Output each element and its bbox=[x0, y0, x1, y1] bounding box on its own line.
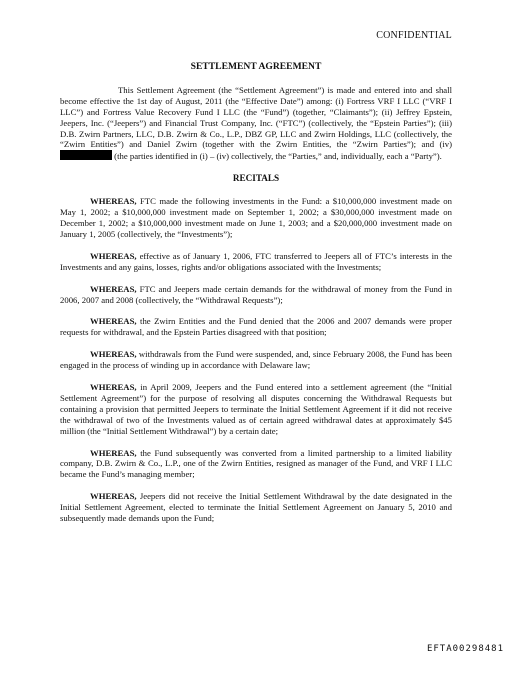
redaction-block bbox=[60, 150, 112, 160]
recital-paragraph bbox=[60, 448, 452, 481]
recital-text: Jeepers did not receive the Initial Settlement Withdrawal by the date designated in the Initial Settlement Agreement, elected to terminate the Initial Settlement Agreement on January 5, 2010 and subsequently made demands upon the Fund; bbox=[60, 491, 452, 524]
recital-text: FTC made the following investments in the Fund: a $10,000,000 investment made on May 1, 2002; a $10,000,000 investment made on September 1, 2002; a $30,000,000 investment made on December 1, 2002; a $10,000,000 investment made on June 1, 2003; and a $20,000,000 investment made on January 1, 2005 (collectively, the “Investments”); bbox=[60, 196, 452, 239]
document-body bbox=[60, 62, 452, 535]
recital-lead: WHEREAS, bbox=[90, 316, 137, 327]
recital-text: the Fund subsequently was converted from a limited partnership to a limited liability company, D.B. Zwirn & Co., L.P., one of the Zwirn Entities, resigned as manager of the Fund, and VRF I LLC became the Fund’s managing member; bbox=[60, 447, 452, 480]
intro-text-part2: (the parties identified in (i) – (iv) collectively, the “Parties,” and, individually, each a “Party”). bbox=[112, 151, 442, 162]
recital-paragraph bbox=[60, 491, 452, 524]
recital-paragraph bbox=[60, 284, 452, 306]
intro-paragraph bbox=[60, 85, 452, 162]
recital-lead: WHEREAS, bbox=[90, 196, 137, 207]
recital-text: FTC and Jeepers made certain demands for the withdrawal of money from the Fund in 2006, 2007 and 2008 (collectively, the “Withdrawal Requests”); bbox=[60, 283, 452, 305]
recital-lead: WHEREAS, bbox=[90, 250, 137, 261]
recital-lead: WHEREAS, bbox=[90, 447, 137, 458]
recital-text: withdrawals from the Fund were suspended, and, since February 2008, the Fund has been engaged in the process of winding up in accordance with Delaware law; bbox=[60, 349, 452, 371]
recital-lead: WHEREAS, bbox=[90, 349, 137, 360]
recital-lead: WHEREAS, bbox=[90, 382, 137, 393]
confidential-label: CONFIDENTIAL bbox=[376, 30, 452, 41]
recital-text: the Zwirn Entities and the Fund denied that the 2006 and 2007 demands were proper requests for withdrawal, and the Epstein Parties disagreed with that position; bbox=[60, 316, 452, 338]
recital-paragraph bbox=[60, 196, 452, 240]
document-title: SETTLEMENT AGREEMENT bbox=[190, 61, 322, 72]
recital-paragraph bbox=[60, 316, 452, 338]
document-id: EFTA00298481 bbox=[426, 644, 504, 654]
recital-paragraph bbox=[60, 251, 452, 273]
intro-text-part1: This Settlement Agreement (the “Settlement Agreement”) is made and entered into and shall become effective the 1st day of August, 2011 (the “Effective Date”) among: (i) Fortress VRF I LLC (“VRF I LLC”) and Fortress Value Recovery Fund I LLC (the “Fund”) (together, “Claimants”); (ii) Jeffrey Epstein, Jeepers, Inc. (“Jeepers”) and Financial Trust Company, Inc. (“FTC”) (collectively, the “Epstein Parties”); (iii) D.B. Zwirn Partners, LLC, D.B. Zwirn & Co., L.P., DBZ GP, LLC and Zwirn Holdings, LLC (collectively, the “Zwirn Entities”) and Daniel Zwirn (together with the Zwirn Entities, the “Zwirn Parties”); and (iv) bbox=[60, 84, 452, 150]
recital-text: effective as of January 1, 2006, FTC transferred to Jeepers all of FTC’s interests in the Investments and any gains, losses, rights and/or obligations associated with the Investments; bbox=[60, 250, 452, 272]
recital-text: in April 2009, Jeepers and the Fund entered into a settlement agreement (the “Initial Settlement Agreement”) for the purpose of resolving all disputes concerning the Withdrawal Requests but containing a provision that permitted Jeepers to terminate the Initial Settlement Agreement if it did not receive the withdrawal of two of the Investments valued as of certain agreed withdrawal dates at approximately $45 million (the “Initial Settlement Withdrawal”) by a certain date; bbox=[60, 382, 452, 436]
recital-paragraph bbox=[60, 382, 452, 437]
recital-paragraph bbox=[60, 349, 452, 371]
recitals-heading: RECITALS bbox=[232, 173, 280, 184]
recital-lead: WHEREAS, bbox=[90, 491, 137, 502]
recital-lead: WHEREAS, bbox=[90, 283, 137, 294]
